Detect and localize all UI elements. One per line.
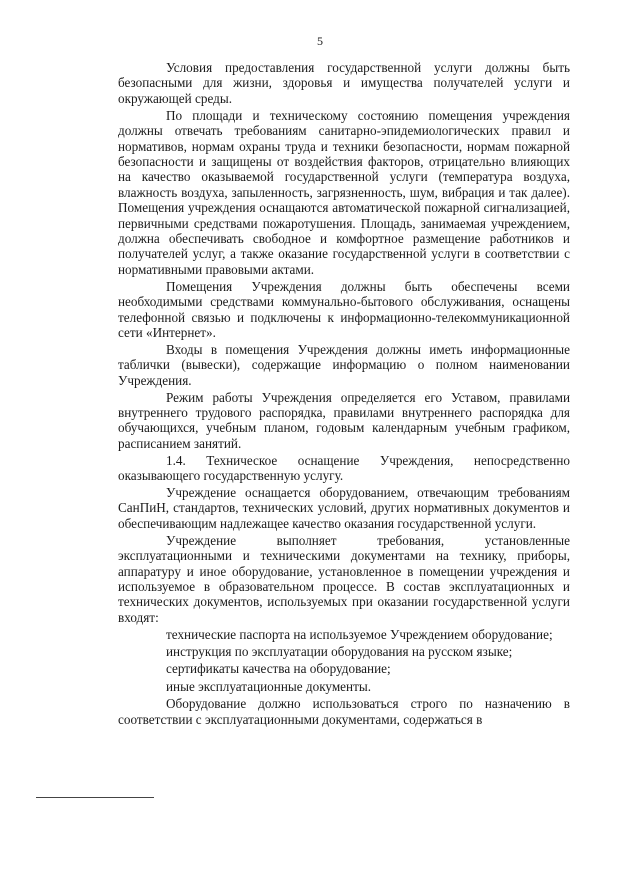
paragraph: Помещения Учреждения должны быть обеспечены всеми необходимыми средствами коммунально-бытового обслуживания, оснащены телефонной связью и подключены к информационно-телекоммуникационной сети «Интернет». [118, 278, 570, 340]
section-heading: 1.4. Техническое оснащение Учреждения, непосредственно оказывающего государственную услугу. [118, 452, 570, 484]
list-item: иные эксплуатационные документы. [166, 678, 372, 694]
documents-list [118, 627, 570, 695]
paragraph: По площади и техническому состоянию помещения учреждения должны отвечать требованиям санитарно-эпидемиологических правил и нормативов, нормам охраны труда и техники безопасности, нормам пожарной безопасности и защищены от воздействия факторов, отрицательно влияющих на качество оказываемой государственной услуги (температура воздуха, влажность воздуха, запыленность, загрязненность, шум, вибрация и так далее). Помещения учреждения оснащаются автоматической пожарной сигнализацией, первичными средствами пожаротушения. Площадь, занимаемая учреждением, должна обеспечивать свободное и комфортное размещение работников и получателей услуг, а также оказание государственной услуги в соответствии с нормативными правовыми актами. [118, 107, 570, 277]
paragraph: Учреждение выполняет требования, установленные эксплуатационными и техническими документами на технику, приборы, аппаратуру и иное оборудование, установленное в помещении учреждения и используемое в образовательном процессе. В состав эксплуатационных и технических документов, используемых при оказании государственной услуги входят: [118, 532, 570, 625]
paragraph: Входы в помещения Учреждения должны иметь информационные таблички (вывески), содержащие информацию о полном наименовании Учреждения. [118, 341, 570, 388]
paragraph: Режим работы Учреждения определяется его Уставом, правилами внутреннего трудового распорядка, правилами внутреннего распорядка для обучающихся, учебным планом, годовым календарным учебным графиком, расписанием занятий. [118, 389, 570, 451]
list-item: сертификаты качества на оборудование; [166, 661, 391, 677]
paragraph: Условия предоставления государственной услуги должны быть безопасными для жизни, здоровья и имущества получателей услуги и окружающей среды. [118, 60, 570, 106]
footnote-separator [36, 797, 154, 798]
document-body [118, 60, 570, 729]
list-item: технические паспорта на используемое Учреждением оборудование; [166, 626, 553, 642]
page-number: 5 [317, 34, 323, 48]
list-item: инструкция по эксплуатации оборудования на русском языке; [166, 644, 513, 660]
paragraph: Учреждение оснащается оборудованием, отвечающим требованиям СанПиН, стандартов, технических условий, других нормативных документов и обеспечивающим надлежащее качество оказания государственной услуги. [118, 484, 570, 531]
paragraph: Оборудование должно использоваться строго по назначению в соответствии с эксплуатационными документами, содержаться в [118, 696, 570, 727]
